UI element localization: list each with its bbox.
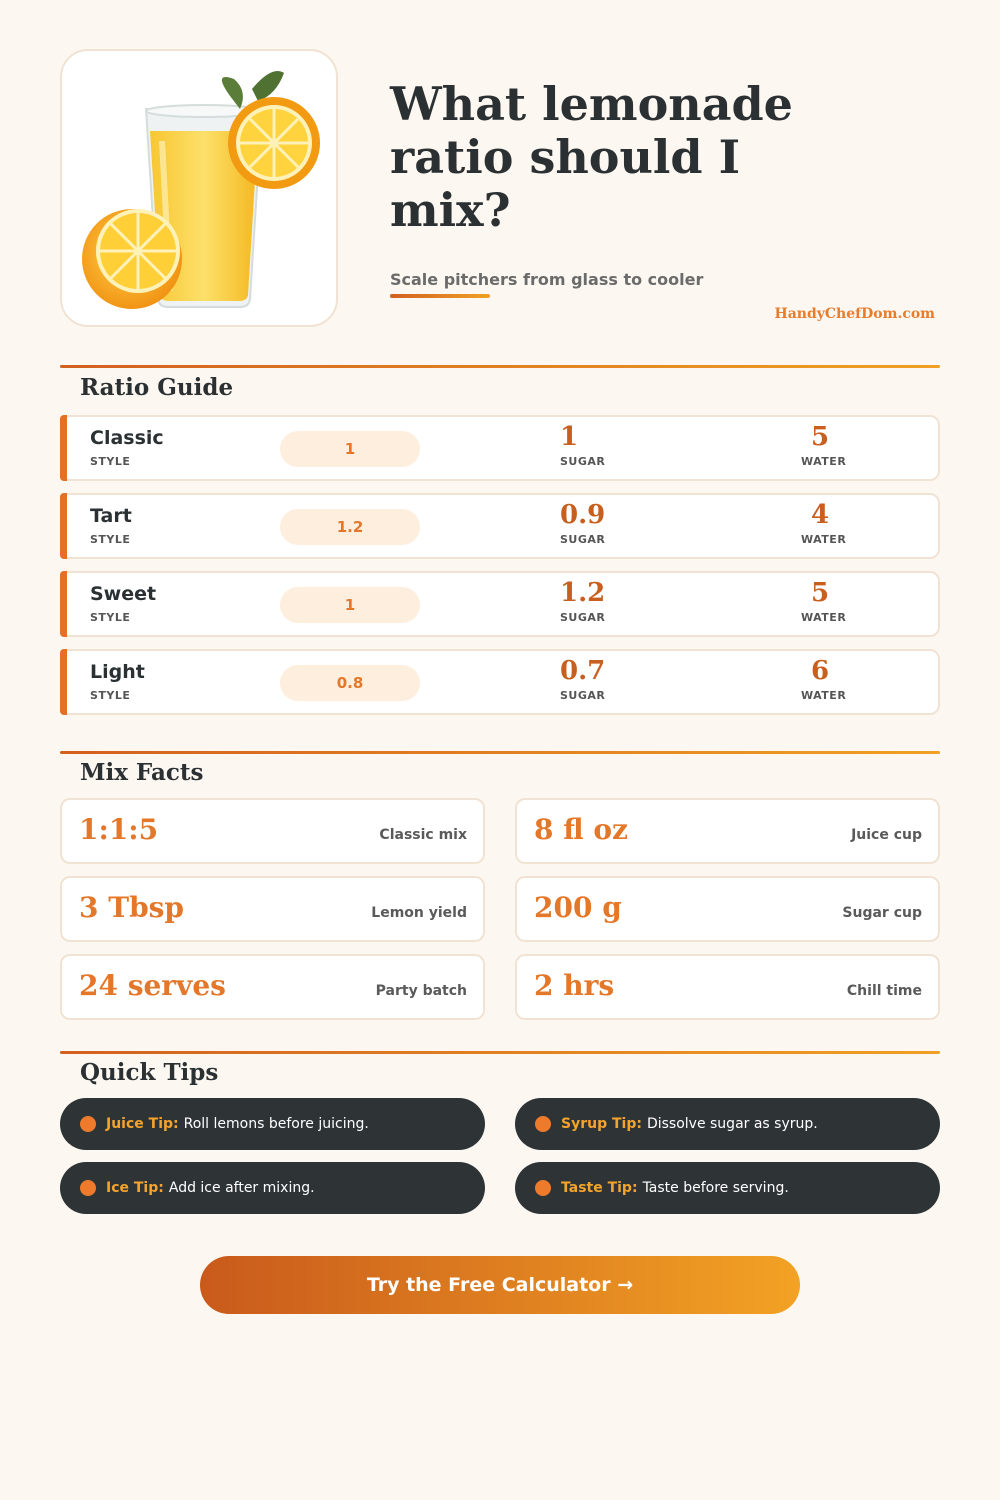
subtitle-underline (390, 294, 490, 298)
tip-pill (60, 1098, 485, 1150)
tip-text: Taste before serving. (642, 1180, 789, 1196)
ratio-row-tart (60, 493, 940, 559)
tip-label: Ice Tip: (106, 1180, 164, 1196)
orange-dot-icon (535, 1116, 551, 1132)
style-label: STYLE (90, 455, 131, 468)
orange-dot-icon (535, 1180, 551, 1196)
fact-value: 24 serves (79, 969, 226, 1002)
tip-label: Taste Tip: (561, 1180, 638, 1196)
style-label: STYLE (90, 533, 131, 546)
water-value: 4 (811, 500, 830, 530)
tip-text: Dissolve sugar as syrup. (646, 1116, 818, 1132)
fact-card (60, 798, 485, 864)
water-label: WATER (801, 689, 847, 702)
lemon-ratio-pill: 1 (280, 431, 420, 467)
fact-label: Lemon yield (371, 905, 467, 921)
sugar-label: SUGAR (560, 455, 606, 468)
water-label: WATER (801, 455, 847, 468)
ratio-row-light (60, 649, 940, 715)
sugar-value: 1.2 (560, 578, 606, 608)
lemon-ratio-pill: 1 (280, 587, 420, 623)
row-accent (60, 649, 67, 715)
tip-text: Roll lemons before juicing. (183, 1116, 369, 1132)
fact-label: Classic mix (379, 827, 467, 843)
mix-facts-heading: Mix Facts (80, 759, 204, 786)
style-name: Light (90, 661, 145, 683)
tip-label: Juice Tip: (106, 1116, 179, 1132)
tip-label: Syrup Tip: (561, 1116, 642, 1132)
style-name: Sweet (90, 583, 157, 605)
brand-link[interactable]: HandyChefDom.com (774, 306, 935, 322)
section-divider (60, 1051, 940, 1054)
water-label: WATER (801, 533, 847, 546)
row-accent (60, 415, 67, 481)
tip-text: Add ice after mixing. (168, 1180, 315, 1196)
fact-card (515, 798, 940, 864)
sugar-value: 0.7 (560, 656, 606, 686)
tip-pill (515, 1162, 940, 1214)
fact-value: 3 Tbsp (79, 891, 184, 924)
section-divider (60, 365, 940, 368)
fact-value: 2 hrs (534, 969, 615, 1002)
fact-card (60, 876, 485, 942)
fact-card (515, 876, 940, 942)
fact-label: Party batch (375, 983, 467, 999)
ratio-row-classic (60, 415, 940, 481)
style-name: Tart (90, 505, 132, 527)
fact-label: Chill time (846, 983, 922, 999)
fact-value: 8 fl oz (534, 813, 628, 846)
row-accent (60, 493, 67, 559)
hero-image-card (60, 49, 338, 327)
fact-value: 200 g (534, 891, 622, 924)
water-value: 6 (811, 656, 830, 686)
style-label: STYLE (90, 689, 131, 702)
tip-pill (515, 1098, 940, 1150)
fact-card (515, 954, 940, 1020)
sugar-label: SUGAR (560, 611, 606, 624)
section-divider (60, 751, 940, 754)
calculator-cta-button[interactable]: Try the Free Calculator → (200, 1256, 800, 1314)
water-value: 5 (811, 422, 830, 452)
style-label: STYLE (90, 611, 131, 624)
page-title: What lemonade ratio should I mix? (390, 77, 793, 237)
fact-card (60, 954, 485, 1020)
lemon-ratio-pill: 0.8 (280, 665, 420, 701)
ratio-guide-heading: Ratio Guide (80, 374, 234, 401)
lemon-ratio-pill: 1.2 (280, 509, 420, 545)
lemonade-glass-illustration (62, 51, 338, 327)
tip-pill (60, 1162, 485, 1214)
page-subtitle: Scale pitchers from glass to cooler (390, 270, 704, 289)
orange-dot-icon (80, 1180, 96, 1196)
fact-label: Juice cup (851, 827, 922, 843)
water-value: 5 (811, 578, 830, 608)
sugar-label: SUGAR (560, 533, 606, 546)
style-name: Classic (90, 427, 164, 449)
fact-value: 1:1:5 (79, 813, 159, 846)
fact-label: Sugar cup (842, 905, 922, 921)
sugar-value: 1 (560, 422, 579, 452)
row-accent (60, 571, 67, 637)
quick-tips-heading: Quick Tips (80, 1059, 219, 1086)
orange-dot-icon (80, 1116, 96, 1132)
sugar-label: SUGAR (560, 689, 606, 702)
ratio-row-sweet (60, 571, 940, 637)
sugar-value: 0.9 (560, 500, 606, 530)
water-label: WATER (801, 611, 847, 624)
